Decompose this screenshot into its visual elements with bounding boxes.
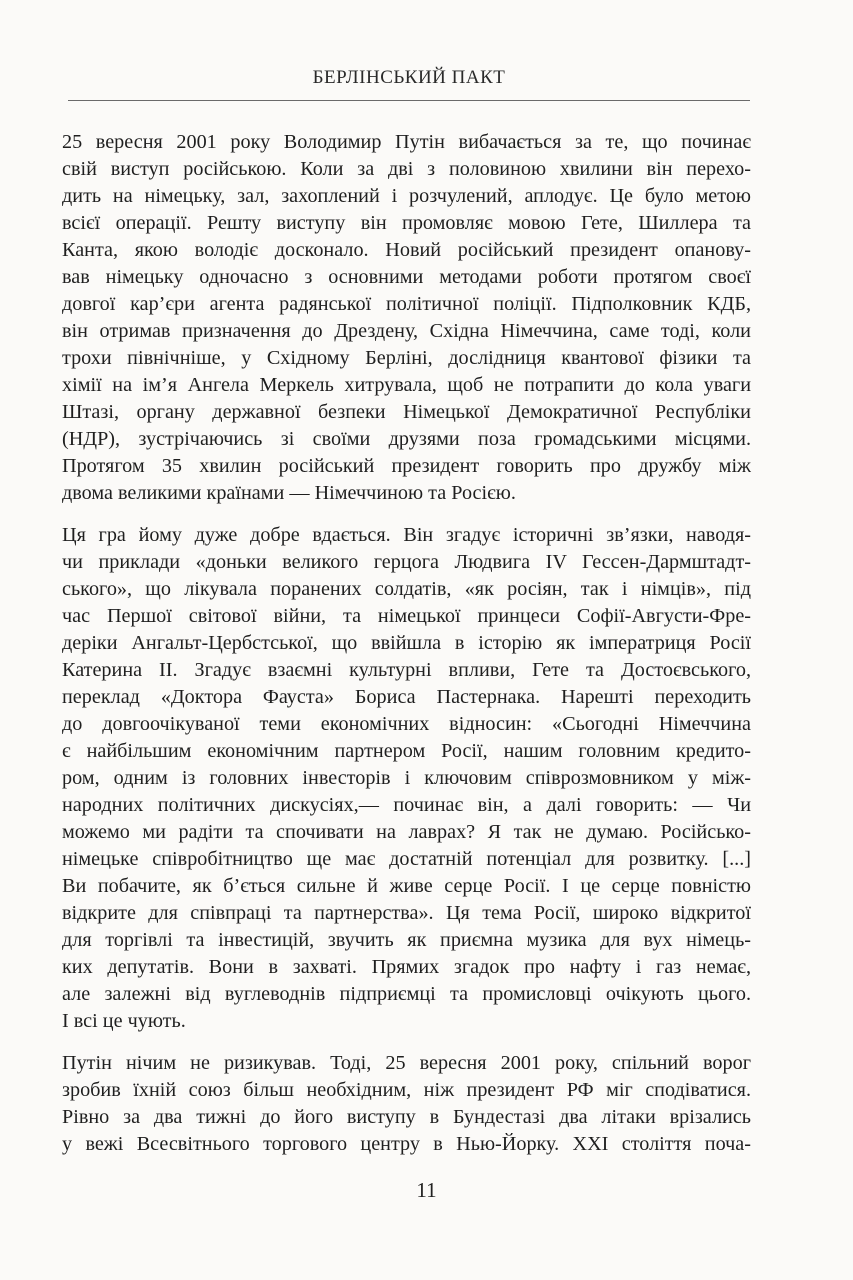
text-line: але залежні від вуглеводнів підприємці та промисловці очікують цього. bbox=[62, 983, 751, 1005]
text-line: відкрите для співпраці та партнерства». Ця тема Росії, широко відкритої bbox=[62, 902, 751, 924]
text-line: є найбільшим економічним партнером Росії, нашим головним кредито- bbox=[62, 740, 751, 762]
text-line: Штазі, органу державної безпеки Німецької Демократичної Республіки bbox=[62, 401, 751, 423]
text-line: Рівно за два тижні до його виступу в Бундестазі два літаки врізались bbox=[62, 1106, 751, 1128]
text-line: хімії на ім’я Ангела Меркель хитрувала, щоб не потрапити до кола уваги bbox=[62, 374, 751, 396]
text-line: вав німецьку одночасно з основними методами роботи протягом своєї bbox=[62, 266, 751, 288]
text-line: ського», що лікувала поранених солдатів, «як росіян, так і німців», під bbox=[62, 578, 751, 600]
text-line: у вежі Всесвітнього торгового центру в Нью-Йорку. XXI століття поча- bbox=[62, 1133, 751, 1155]
running-head-title: БЕРЛІНСЬКИЙ ПАКТ bbox=[312, 67, 506, 88]
text-line: свій виступ російською. Коли за дві з половиною хвилини він перехо- bbox=[62, 158, 751, 180]
text-line: переклад «Доктора Фауста» Бориса Пастернака. Нарешті переходить bbox=[62, 686, 751, 708]
text-line: Ви побачите, як б’ється сильне й живе серце Росії. І це серце повністю bbox=[62, 875, 751, 897]
text-line: ром, одним із головних інвесторів і ключовим співрозмовником у між- bbox=[62, 767, 751, 789]
paragraph bbox=[62, 129, 751, 507]
page-number: 11 bbox=[416, 1178, 437, 1202]
text-line: ких депутатів. Вони в захваті. Прямих згадок про нафту і газ немає, bbox=[62, 956, 751, 978]
text-line: 25 вересня 2001 року Володимир Путін вибачається за те, що починає bbox=[62, 131, 751, 153]
text-line: час Першої світової війни, та німецької принцеси Софії-Августи-Фре- bbox=[62, 605, 751, 627]
body-text bbox=[62, 129, 751, 1173]
text-line: Ця гра йому дуже добре вдається. Він згадує історичні зв’язки, наводя- bbox=[62, 524, 751, 546]
text-line: (НДР), зустрічаючись зі своїми друзями поза громадськими місцями. bbox=[62, 428, 751, 450]
text-line: І всі це чують. bbox=[62, 1010, 186, 1032]
text-line: деріки Ангальт-Цербстської, що ввійшла в історію як імператриця Росії bbox=[62, 632, 751, 654]
text-line: народних політичних дискусіях,— починає він, а далі говорить: — Чи bbox=[62, 794, 751, 816]
text-line: німецьке співробітництво ще має достатній потенціал для розвитку. [...] bbox=[62, 848, 751, 870]
text-line: він отримав призначення до Дрездену, Східна Німеччина, саме тоді, коли bbox=[62, 320, 751, 342]
text-line: всієї операції. Решту виступу він промовляє мовою Гете, Шиллера та bbox=[62, 212, 751, 234]
paragraph bbox=[62, 1050, 751, 1158]
text-line: трохи північніше, у Східному Берліні, дослідниця квантової фізики та bbox=[62, 347, 751, 369]
text-line: Катерина II. Згадує взаємні культурні впливи, Гете та Достоєвського, bbox=[62, 659, 751, 681]
paragraph bbox=[62, 522, 751, 1035]
text-line: зробив їхній союз більш необхідним, ніж президент РФ міг сподіватися. bbox=[62, 1079, 751, 1101]
header-rule bbox=[68, 100, 750, 101]
text-line: для торгівлі та інвестицій, звучить як приємна музика для вух німець- bbox=[62, 929, 751, 951]
text-line: можемо ми радіти та спочивати на лаврах? Я так не думаю. Російсько- bbox=[62, 821, 751, 843]
text-line: чи приклади «доньки великого герцога Людвига IV Гессен-Дармштадт- bbox=[62, 551, 751, 573]
text-line: до довгоочікуваної теми економічних відносин: «Сьогодні Німеччина bbox=[62, 713, 751, 735]
text-line: Путін нічим не ризикував. Тоді, 25 вересня 2001 року, спільний ворог bbox=[62, 1052, 751, 1074]
text-line: довгої кар’єри агента радянської політичної поліції. Підполковник КДБ, bbox=[62, 293, 751, 315]
text-line: Протягом 35 хвилин російський президент говорить про дружбу між bbox=[62, 455, 751, 477]
text-line: дить на німецьку, зал, захоплений і розчулений, аплодує. Це було метою bbox=[62, 185, 751, 207]
text-line: Канта, якою володіє досконало. Новий російський президент опанову- bbox=[62, 239, 751, 261]
text-line: двома великими країнами — Німеччиною та Росією. bbox=[62, 482, 516, 504]
